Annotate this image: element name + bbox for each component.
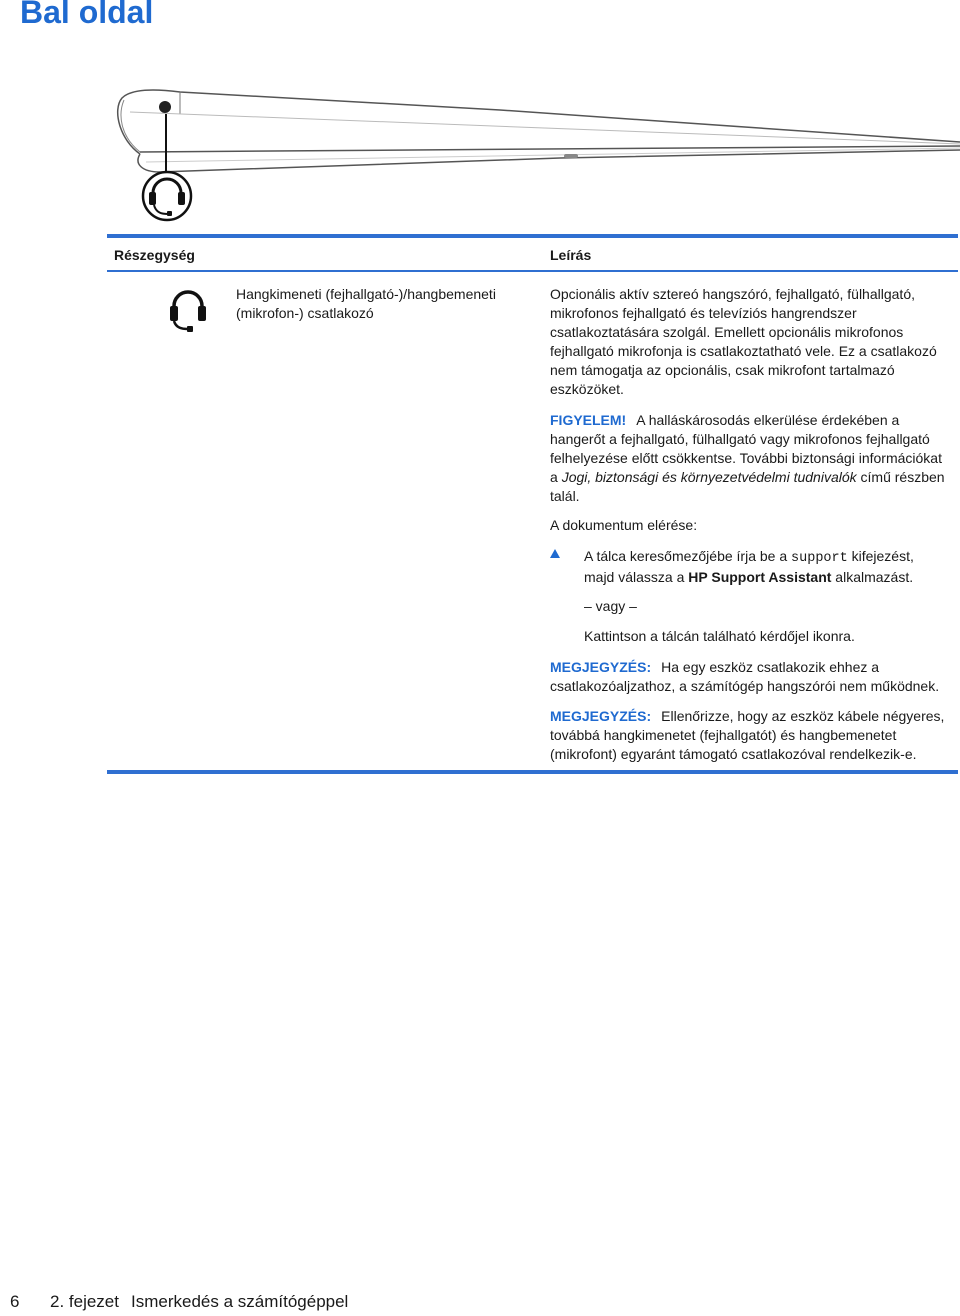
step-text-mid: kifejezést, majd válassza a (584, 548, 914, 585)
alternative-step: Kattintson a tálcán található kérdőjel ikonra. (584, 628, 855, 644)
header-description: Leírás (550, 247, 592, 263)
note-2-label: MEGJEGYZÉS: (550, 708, 652, 724)
headset-icon (166, 288, 210, 332)
warning-block (550, 411, 950, 506)
component-name: Hangkimeneti (fejhallgató-)/hangbemeneti (mikrofon-) csatlakozó (236, 286, 496, 321)
document-link-text: Jogi, biztonsági és környezetvédelmi tudnivalók (561, 469, 857, 485)
search-term: support (791, 551, 848, 566)
laptop-left-side-illustration (100, 80, 960, 230)
warning-label: FIGYELEM! (550, 412, 627, 428)
table-bottom-rule (107, 770, 958, 774)
app-name: HP Support Assistant (688, 569, 832, 585)
table-header-rule (107, 270, 958, 272)
triangle-bullet-icon (550, 549, 560, 558)
chapter-title: Ismerkedés a számítógéppel (131, 1292, 349, 1311)
or-separator: – vagy – (584, 598, 637, 614)
warning-text-end: című részben talál. (550, 469, 945, 504)
note-1-label: MEGJEGYZÉS: (550, 659, 652, 675)
header-component: Részegység (114, 247, 195, 263)
step-instruction (584, 547, 934, 587)
chapter-label: 2. fejezet (50, 1292, 119, 1311)
step-text-post: alkalmazást. (831, 569, 914, 585)
note-2-text: Ellenőrizze, hogy az eszköz kábele négyeres, továbbá hangkimenetet (fejhallgatót) és hangbemenetet (mikrofont) egyaránt támogató csatlakozóval rendelkezik-e. (550, 708, 945, 762)
step-text-pre: A tálca keresőmezőjébe írja be a (584, 548, 792, 564)
description-intro: Opcionális aktív sztereó hangszóró, fejhallgató, fülhallgató, mikrofonos fejhallgató és televíziós hangrendszer csatlakoztatására szolgál. Emellett opcionális mikrofonos fejhallgató mikrofonja is csatlakoztatható vele. Ez a csatlakozó nem támogatja az opcionális, csak mikrofont tartalmazó eszközöket. (550, 286, 937, 397)
warning-text: A halláskárosodás elkerülése érdekében a hangerőt a fejhallgató, fülhallgató vagy mikrofonos fejhallgató felhelyezése előtt csökkentse. További biztonsági információkat a (550, 412, 942, 485)
note-1 (550, 658, 950, 696)
table-top-rule (107, 234, 958, 238)
page-title: Bal oldal (20, 0, 154, 30)
note-1-text: Ha egy eszköz csatlakozik ehhez a csatlakozóaljzathoz, a számítógép hangszórói nem működnek. (550, 659, 940, 694)
page-number: 6 (10, 1292, 20, 1311)
access-heading: A dokumentum elérése: (550, 517, 698, 533)
note-2 (550, 707, 950, 764)
